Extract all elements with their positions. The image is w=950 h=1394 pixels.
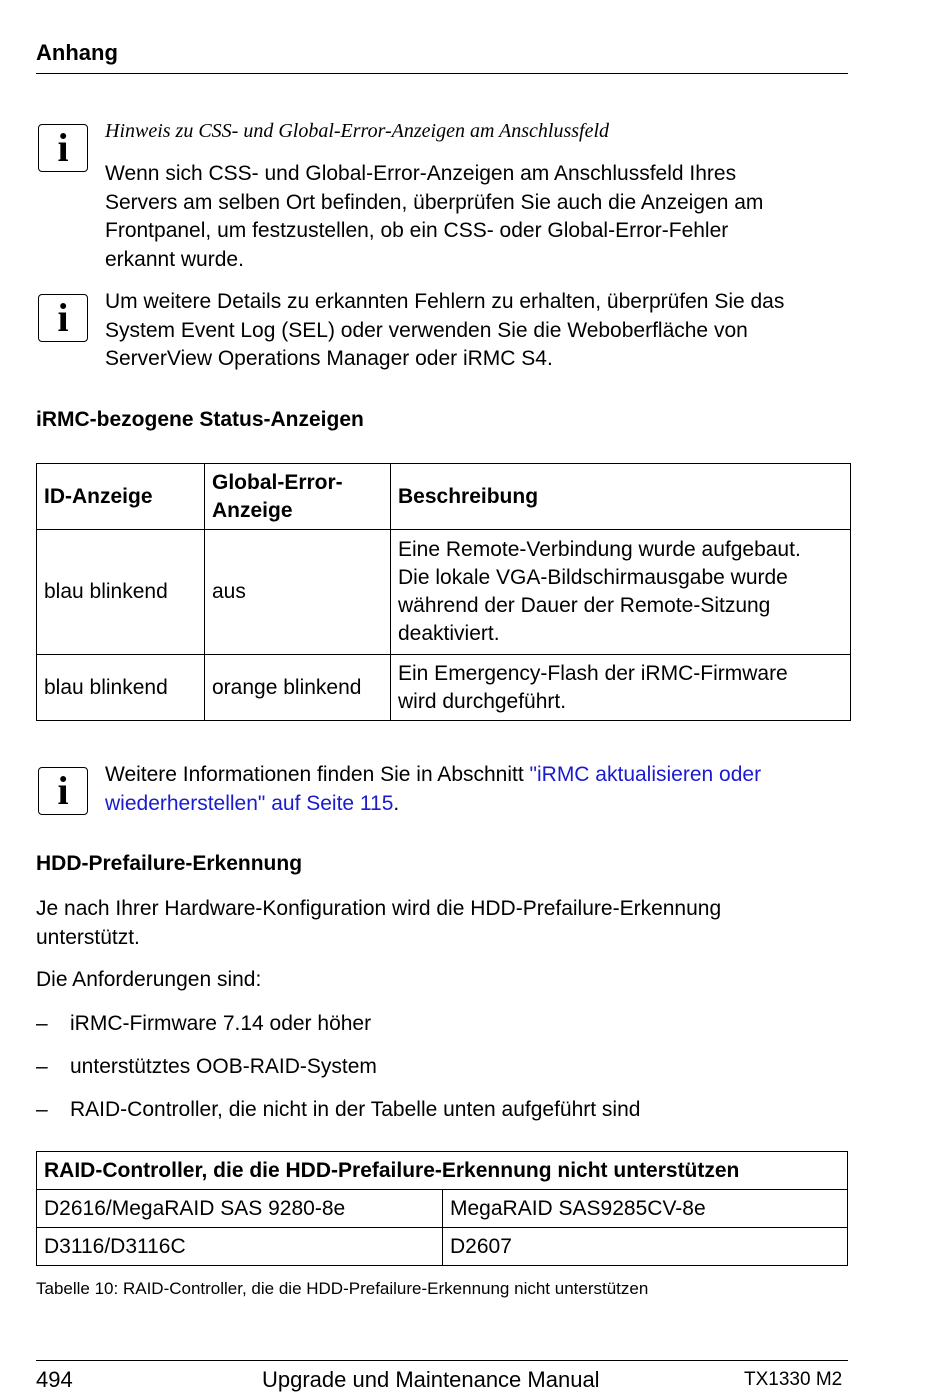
list-item <box>36 1010 371 1039</box>
raid-table-header: RAID-Controller, die die HDD-Prefailure-Erkennung nicht unterstützen <box>37 1152 848 1190</box>
table-cell: D2616/MegaRAID SAS 9280-8e <box>37 1190 443 1228</box>
note-line: System Event Log (SEL) oder verwenden Sie die Weboberfläche von <box>105 318 748 342</box>
irmc-status-table <box>36 463 851 721</box>
raid-controller-table <box>36 1151 848 1266</box>
cell-description <box>391 655 851 721</box>
info-note-lead: Weitere Informationen finden Sie in Abschnitt <box>105 763 530 786</box>
info-note-line <box>105 790 855 819</box>
list-item-text: iRMC-Firmware 7.14 oder höher <box>70 1012 372 1035</box>
list-dash: – <box>36 1012 48 1035</box>
cell-id: blau blinkend <box>37 530 205 655</box>
list-item-text: RAID-Controller, die nicht in der Tabelle unten aufgeführt sind <box>70 1098 641 1121</box>
cell-global-error: orange blinkend <box>205 655 391 721</box>
section-title-hdd: HDD-Prefailure-Erkennung <box>36 852 303 875</box>
intro-line: unterstützt. <box>36 925 140 949</box>
list-dash: – <box>36 1055 48 1078</box>
list-item <box>36 1053 377 1082</box>
list-item <box>36 1096 640 1125</box>
cell-id: blau blinkend <box>37 655 205 721</box>
column-header-id: ID-Anzeige <box>37 464 205 530</box>
description-line: Eine Remote-Verbindung wurde aufgebaut. <box>398 538 801 561</box>
note-text <box>105 288 855 374</box>
requirements-intro: Die Anforderungen sind: <box>36 968 262 991</box>
page-header-title: Anhang <box>36 40 118 65</box>
cross-reference-link[interactable]: wiederherstellen" auf Seite 115 <box>105 791 394 815</box>
note-line: Um weitere Details zu erkannten Fehlern zu erhalten, überprüfen Sie das <box>105 290 785 313</box>
note-text <box>105 160 855 274</box>
description-line: Die lokale VGA-Bildschirmausgabe wurde <box>398 566 788 589</box>
table-caption: Tabelle 10: RAID-Controller, die die HDD-Prefailure-Erkennung nicht unterstützen <box>36 1279 649 1298</box>
info-note-text <box>105 761 855 818</box>
table-row <box>37 1228 848 1266</box>
info-note-period: . <box>393 791 400 815</box>
hdd-intro <box>36 895 836 952</box>
list-dash: – <box>36 1098 48 1121</box>
section-title-irmc: iRMC-bezogene Status-Anzeigen <box>36 408 364 431</box>
cell-global-error: aus <box>205 530 391 655</box>
cross-reference-link[interactable]: "iRMC aktualisieren oder <box>529 763 762 786</box>
note-line: erkannt wurde. <box>105 247 244 271</box>
table-row <box>37 530 851 655</box>
note-line: Frontpanel, um festzustellen, ob ein CSS- oder Global-Error-Fehler <box>105 219 729 242</box>
description-line: Ein Emergency-Flash der iRMC-Firmware <box>398 661 788 685</box>
table-row <box>37 655 851 721</box>
description-line: wird durchgeführt. <box>398 689 567 713</box>
table-header-row <box>37 1152 848 1190</box>
note-line: ServerView Operations Manager oder iRMC S4. <box>105 347 553 370</box>
header-line: Global-Error- <box>212 470 343 494</box>
manual-title: Upgrade und Maintenance Manual <box>262 1367 600 1392</box>
table-cell: MegaRAID SAS9285CV-8e <box>443 1190 848 1228</box>
table-cell: D2607 <box>443 1228 848 1266</box>
list-item-text: unterstütztes OOB-RAID-System <box>70 1055 377 1078</box>
info-icon: i <box>38 124 88 172</box>
column-header-global-error <box>205 464 391 530</box>
cell-description <box>391 530 851 655</box>
model-name: TX1330 M2 <box>744 1369 843 1390</box>
column-header-description: Beschreibung <box>391 464 851 530</box>
info-icon: i <box>38 767 88 815</box>
header-rule <box>36 73 848 74</box>
footer-rule <box>36 1360 848 1361</box>
header-line: Anzeige <box>212 498 293 522</box>
description-line: deaktiviert. <box>398 622 500 645</box>
page-number: 494 <box>36 1367 73 1392</box>
note-heading: Hinweis zu CSS- und Global-Error-Anzeigen am Anschlussfeld <box>105 120 610 142</box>
table-cell: D3116/D3116C <box>37 1228 443 1266</box>
note-line: Servers am selben Ort befinden, überprüfen Sie auch die Anzeigen am <box>105 190 764 214</box>
table-row <box>37 1190 848 1228</box>
note-line: Wenn sich CSS- und Global-Error-Anzeigen am Anschlussfeld Ihres <box>105 162 737 185</box>
info-icon: i <box>38 294 88 342</box>
table-header-row <box>37 464 851 530</box>
intro-line: Je nach Ihrer Hardware-Konfiguration wird die HDD-Prefailure-Erkennung <box>36 897 722 920</box>
description-line: während der Dauer der Remote-Sitzung <box>398 594 771 617</box>
info-note-line <box>105 761 855 790</box>
